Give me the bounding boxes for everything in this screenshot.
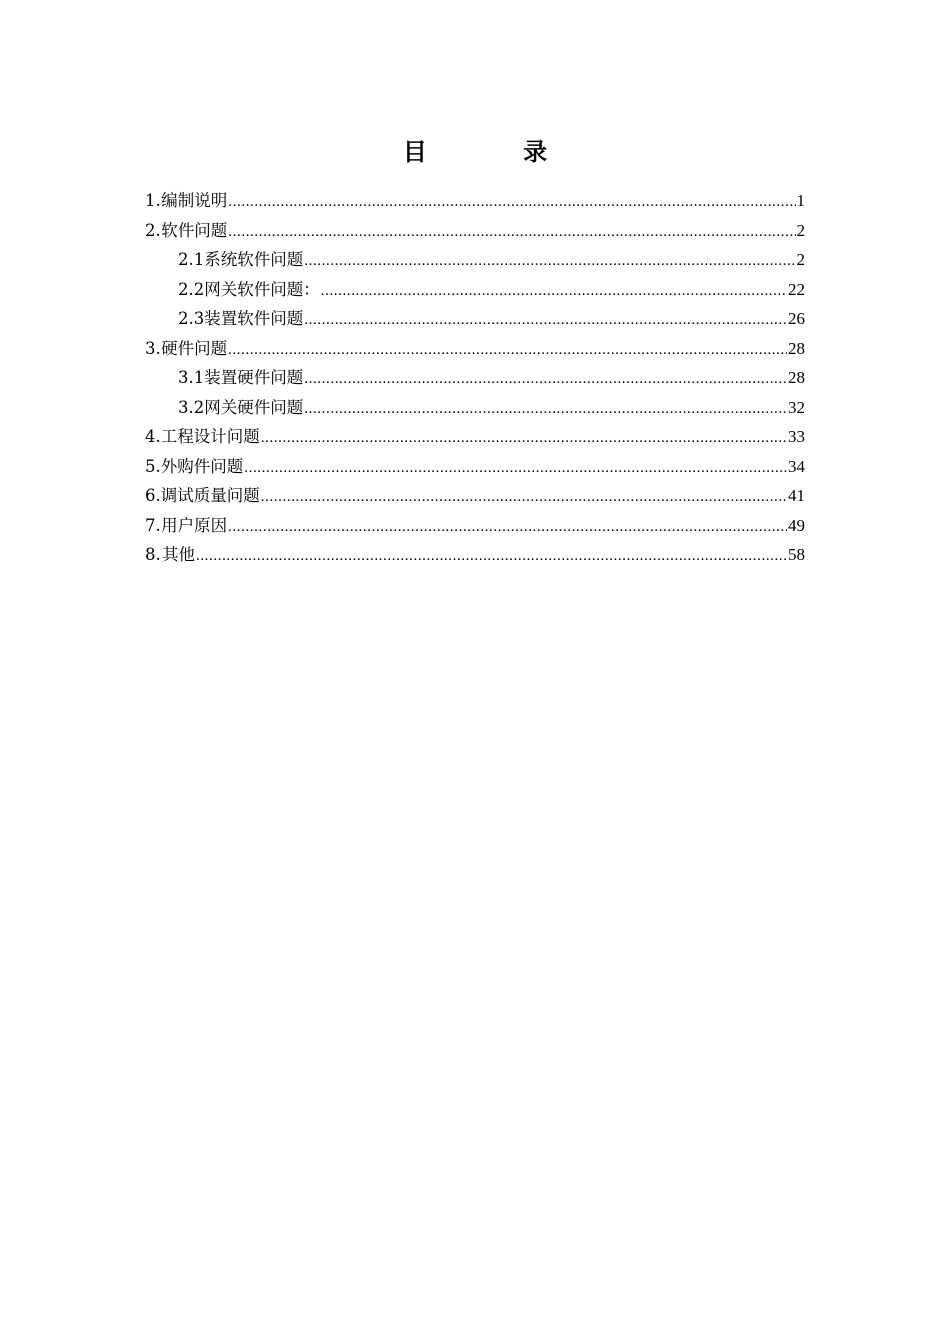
toc-entry-text: 编制说明: [161, 191, 228, 210]
toc-entry-number: 2.1: [178, 250, 205, 269]
toc-entry-1[interactable]: [0, 186, 950, 216]
toc-entry-text: 其他: [161, 545, 195, 564]
toc-entry-number: 5.: [145, 456, 161, 476]
toc-entry-3-1[interactable]: [0, 363, 950, 393]
toc-entry-2[interactable]: [0, 216, 950, 246]
toc-entry-8[interactable]: [0, 540, 950, 570]
toc-entry-text: 网关硬件问题: [204, 397, 304, 417]
toc-dot-leader: [228, 336, 787, 366]
toc-dot-leader: [196, 542, 787, 572]
toc-entry-text: 装置软件问题: [204, 309, 304, 328]
toc-list: [0, 186, 950, 570]
toc-entry-text: 装置硬件问题: [204, 368, 304, 387]
toc-entry-page: 2: [796, 220, 805, 240]
toc-dot-leader: [228, 188, 795, 218]
toc-dot-leader: [304, 247, 795, 277]
toc-entry-number: 3.1: [178, 368, 205, 387]
toc-dot-leader: [228, 513, 787, 543]
toc-entry-page: 26: [788, 309, 805, 328]
toc-entry-page: 58: [788, 545, 805, 564]
toc-entry-number: 3.2: [178, 397, 205, 417]
toc-entry-text: 工程设计问题: [160, 427, 260, 446]
toc-entry-5[interactable]: [0, 452, 950, 482]
toc-entry-6[interactable]: [0, 481, 950, 511]
toc-entry-text: 外购件问题: [160, 456, 244, 476]
toc-entry-text: 网关软件问题：: [204, 279, 320, 299]
toc-entry-2-2[interactable]: [0, 275, 950, 305]
toc-entry-text: 调试质量问题: [160, 486, 260, 505]
toc-dot-leader: [244, 454, 787, 484]
toc-entry-number: 2.3: [178, 309, 205, 328]
toc-entry-text: 系统软件问题: [204, 250, 304, 269]
toc-entry-page: 22: [788, 279, 805, 299]
toc-entry-text: 用户原因: [161, 515, 228, 535]
toc-dot-leader: [261, 483, 787, 513]
toc-dot-leader: [304, 395, 787, 425]
toc-entry-number: 8.: [145, 545, 161, 564]
toc-entry-7[interactable]: [0, 511, 950, 541]
toc-entry-number: 2.2: [178, 279, 205, 299]
toc-dot-leader: [321, 277, 787, 307]
toc-entry-page: 34: [788, 456, 805, 476]
toc-dot-leader: [228, 218, 795, 248]
toc-entry-number: 4.: [145, 427, 161, 446]
toc-entry-number: 6.: [145, 486, 161, 505]
toc-entry-page: 41: [788, 486, 805, 505]
toc-entry-page: 32: [788, 397, 805, 417]
toc-entry-page: 28: [788, 368, 805, 387]
toc-dot-leader: [304, 306, 787, 336]
toc-entry-4[interactable]: [0, 422, 950, 452]
toc-dot-leader: [304, 365, 787, 395]
toc-entry-2-1[interactable]: [0, 245, 950, 275]
toc-entry-page: 28: [788, 338, 805, 358]
toc-entry-number: 2.: [145, 220, 161, 240]
toc-entry-2-3[interactable]: [0, 304, 950, 334]
toc-entry-number: 1.: [145, 191, 161, 210]
toc-dot-leader: [261, 424, 787, 454]
toc-title: 目 录: [402, 138, 592, 166]
toc-entry-page: 33: [788, 427, 805, 446]
toc-entry-number: 3.: [145, 338, 161, 358]
toc-entry-text: 软件问题: [161, 220, 228, 240]
toc-entry-3-2[interactable]: [0, 393, 950, 423]
toc-entry-page: 1: [796, 191, 805, 210]
toc-entry-text: 硬件问题: [161, 338, 228, 358]
toc-entry-3[interactable]: [0, 334, 950, 364]
toc-entry-page: 49: [788, 515, 805, 535]
toc-entry-page: 2: [796, 250, 805, 269]
toc-entry-number: 7.: [145, 515, 161, 535]
